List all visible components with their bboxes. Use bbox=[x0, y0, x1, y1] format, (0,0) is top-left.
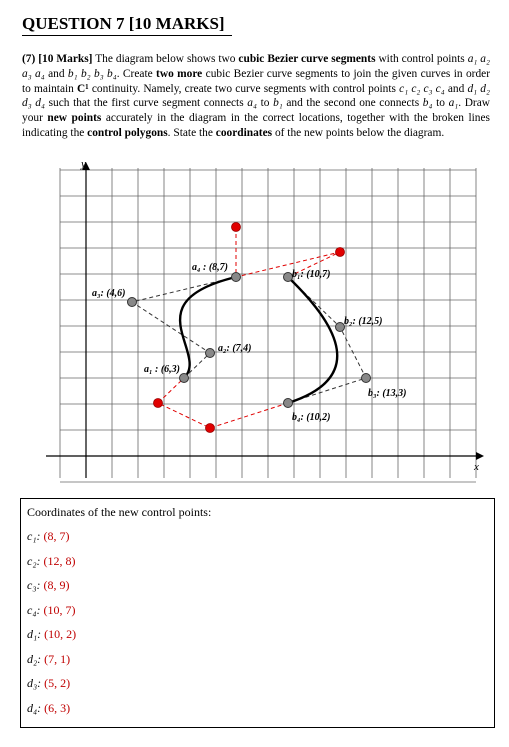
coordinate-row bbox=[27, 529, 70, 544]
point-a1 bbox=[180, 374, 189, 383]
coordinate-value: (5, 2) bbox=[41, 676, 71, 690]
q-text: . Draw your bbox=[22, 97, 490, 125]
coordinate-row bbox=[27, 701, 70, 716]
q-bold: control polygons bbox=[87, 126, 168, 139]
coordinate-key: d₄: bbox=[27, 700, 42, 715]
q-text: of the new points below the diagram. bbox=[272, 126, 445, 139]
q-text: and bbox=[44, 67, 68, 80]
label-a1: a₁ : (6,3) bbox=[144, 364, 180, 375]
label-b1: b₁: (10,7) bbox=[292, 269, 331, 280]
q-text: with control points bbox=[375, 53, 468, 65]
q-text: cubic Bezier curve segments to join the given curves in order to maintain bbox=[22, 67, 490, 95]
coordinates-title: Coordinates of the new control points: bbox=[27, 505, 212, 519]
curve-b bbox=[288, 277, 337, 403]
q-text: . Create bbox=[116, 67, 157, 80]
q-bold: coordinates bbox=[215, 126, 273, 139]
coordinate-key: d₂: bbox=[27, 651, 42, 666]
q-text: to bbox=[432, 97, 449, 110]
curve-a bbox=[180, 277, 236, 378]
coordinate-row bbox=[27, 627, 76, 642]
coordinate-key: d₁: bbox=[27, 627, 42, 641]
q-points-a: a₁ a₂ a₃ a₄ bbox=[22, 53, 490, 80]
label-b4: b₄: (10,2) bbox=[292, 412, 331, 423]
point-d2 bbox=[206, 424, 215, 433]
q-text: such that the first curve segment connects bbox=[44, 97, 248, 110]
coordinate-key: c₃: bbox=[27, 578, 41, 592]
coordinate-value: (8, 9) bbox=[40, 578, 70, 592]
label-b3: b₃: (13,3) bbox=[368, 388, 407, 399]
q-bold: two more bbox=[156, 67, 203, 80]
q-text: The diagram below shows two bbox=[92, 53, 239, 65]
given-control-polygon-a bbox=[132, 277, 236, 378]
point-a4 bbox=[232, 273, 241, 282]
heading-underline bbox=[22, 35, 232, 36]
q-text: to bbox=[256, 97, 274, 110]
coordinate-key: d₃: bbox=[27, 676, 42, 690]
coordinate-row bbox=[27, 676, 70, 691]
grid bbox=[60, 168, 476, 482]
q-bold: C¹ bbox=[77, 82, 89, 95]
q-point: b₁ bbox=[273, 97, 283, 110]
point-labels bbox=[92, 262, 406, 423]
question-text bbox=[22, 52, 490, 141]
coordinate-row bbox=[27, 554, 76, 569]
q-point: b₄ bbox=[422, 97, 433, 110]
coordinate-value: (10, 7) bbox=[40, 602, 76, 617]
point-b4 bbox=[284, 399, 293, 408]
q-points-c: c₁ c₂ c₃ c₄ bbox=[399, 82, 445, 95]
x-axis-arrow bbox=[476, 452, 484, 460]
x-axis-label: x bbox=[474, 461, 479, 473]
q-points-b: b₁ b₂ b₃ b₄ bbox=[67, 67, 117, 80]
bezier-diagram bbox=[36, 158, 486, 488]
coordinate-row bbox=[27, 578, 70, 593]
coordinate-value: (12, 8) bbox=[40, 553, 76, 568]
q-text: and bbox=[444, 82, 468, 95]
question-heading: QUESTION 7 [10 MARKS] bbox=[22, 14, 225, 33]
q-points-d: d₁ d₂ d₃ d₄ bbox=[22, 82, 490, 110]
q-point: a₁ bbox=[448, 97, 459, 110]
label-a4: a₄ : (8,7) bbox=[192, 262, 228, 273]
bezier-curves bbox=[180, 277, 337, 403]
q-bold: cubic Bezier curve segments bbox=[238, 53, 376, 65]
coordinate-key: c₁: bbox=[27, 529, 41, 543]
coordinate-value: (6, 3) bbox=[41, 700, 71, 715]
y-axis-label: y bbox=[81, 158, 86, 170]
control-polygons bbox=[132, 227, 366, 428]
q-text: . State the bbox=[167, 126, 216, 139]
coordinate-row bbox=[27, 603, 76, 618]
point-a2 bbox=[206, 349, 215, 358]
coordinate-value: (8, 7) bbox=[40, 529, 70, 543]
label-a2: a₂: (7,4) bbox=[218, 343, 252, 354]
coordinate-key: c₄: bbox=[27, 602, 41, 617]
new-control-polygon-d bbox=[158, 378, 288, 428]
q-text: and the second one connects bbox=[282, 97, 423, 110]
axes bbox=[46, 166, 476, 478]
point-a3 bbox=[128, 298, 137, 307]
given-control-polygon-b bbox=[288, 277, 366, 403]
q-text: accurately in the diagram in the correct locations, together with the broken lines indicating the bbox=[22, 112, 490, 139]
new-points bbox=[154, 223, 345, 433]
coordinate-value: (10, 2) bbox=[41, 627, 77, 641]
q-bold: new points bbox=[47, 112, 102, 125]
coordinate-value: (7, 1) bbox=[41, 651, 71, 666]
point-b3 bbox=[362, 374, 371, 383]
label-a3: a₃: (4,6) bbox=[92, 288, 126, 299]
coordinates-answer-box bbox=[20, 498, 495, 728]
point-d3 bbox=[154, 399, 163, 408]
coordinate-row bbox=[27, 652, 70, 667]
label-b2: b₂: (12,5) bbox=[344, 316, 383, 327]
coordinate-key: c₂: bbox=[27, 553, 41, 568]
q-text: continuity. Namely, create two curve segments with control points bbox=[88, 82, 400, 95]
point-c2 bbox=[336, 248, 345, 257]
question-number: (7) bbox=[22, 53, 36, 65]
q-point: a₄ bbox=[247, 97, 257, 110]
point-c3 bbox=[232, 223, 241, 232]
question-marks: [10 Marks] bbox=[38, 53, 93, 65]
